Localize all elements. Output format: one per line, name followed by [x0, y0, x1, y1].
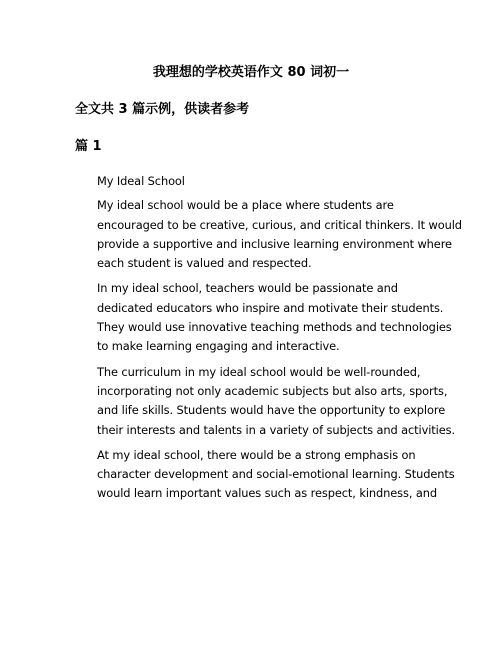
paragraph-line: dedicated educators who inspire and motivate their students. — [97, 300, 444, 315]
paragraph-2 — [75, 279, 452, 356]
paragraph-line: incorporating not only academic subjects but also arts, sports, — [97, 383, 448, 398]
paragraph-line: character development and social-emotional learning. Students — [97, 467, 455, 482]
document-title: 我理想的学校英语作文 80 词初一 — [152, 65, 350, 80]
paragraph-1 — [75, 196, 462, 273]
paragraph-line: each student is valued and respected. — [97, 256, 312, 271]
paragraph-3 — [75, 363, 456, 440]
paragraph-line: They would use innovative teaching methods and technologies — [97, 320, 452, 335]
section-heading: 篇 1 — [75, 139, 102, 154]
paragraph-line: At my ideal school, there would be a strong emphasis on — [97, 447, 416, 462]
document-subtitle: 全文共 3 篇示例，供读者参考 — [75, 102, 250, 117]
paragraph-line: their interests and talents in a variety of subjects and activities. — [97, 422, 456, 437]
paragraph-line: provide a supportive and inclusive learning environment where — [97, 236, 452, 251]
essay-title: My Ideal School — [97, 174, 185, 188]
paragraph-line: and life skills. Students would have the opportunity to explore — [97, 403, 446, 418]
paragraph-line: encouraged to be creative, curious, and critical thinkers. It would — [97, 217, 462, 232]
paragraph-line: would learn important values such as respect, kindness, and — [97, 486, 438, 501]
paragraph-line: to make learning engaging and interactive. — [97, 339, 340, 354]
paragraph-4 — [75, 446, 455, 504]
essay-body — [75, 172, 462, 510]
paragraph-line: The curriculum in my ideal school would be well-rounded, — [97, 364, 421, 379]
paragraph-line: My ideal school would be a place where students are — [97, 198, 394, 213]
paragraph-line: In my ideal school, teachers would be passionate and — [97, 281, 398, 296]
